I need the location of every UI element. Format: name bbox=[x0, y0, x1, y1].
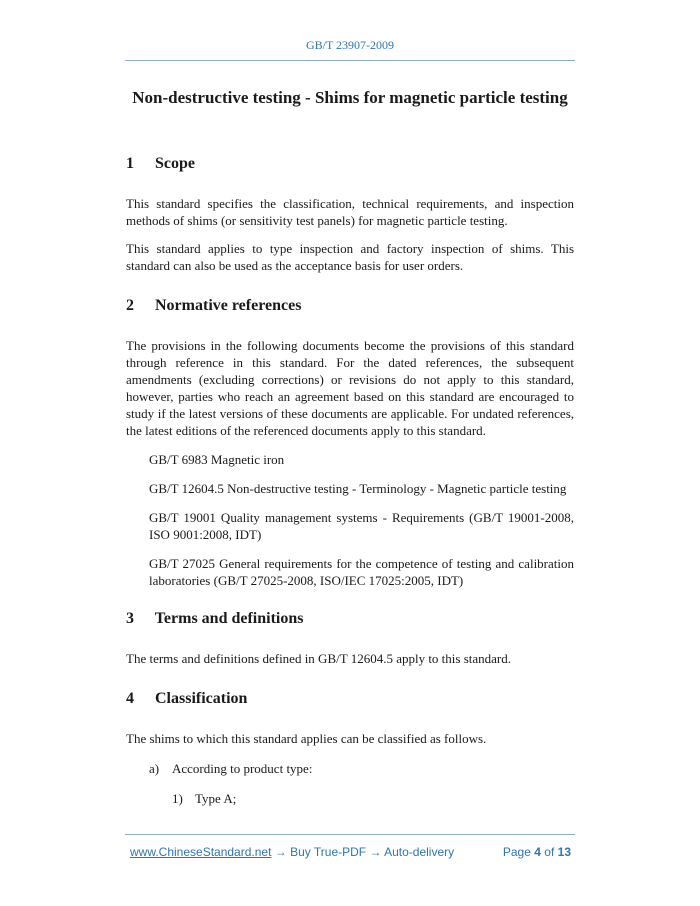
paragraph: This standard specifies the classification, technical requirements, and inspection methods of shims (or sensitivity test panels) for magnetic particle testing. bbox=[126, 196, 574, 228]
website-link[interactable]: www.ChineseStandard.net bbox=[130, 845, 272, 859]
document-title: Non-destructive testing - Shims for magnetic particle testing bbox=[132, 88, 568, 107]
paragraph: The shims to which this standard applies can be classified as follows. bbox=[126, 731, 487, 746]
page-indicator: Page 4 of 13 bbox=[502, 845, 571, 859]
reference-item: GB/T 12604.5 Non-destructive testing - Terminology - Magnetic particle testing bbox=[149, 481, 567, 496]
footer bbox=[130, 845, 571, 859]
paragraph: The terms and definitions defined in GB/T 12604.5 apply to this standard. bbox=[126, 651, 512, 666]
running-header: GB/T 23907-2009 bbox=[305, 38, 395, 52]
footer-divider bbox=[125, 834, 575, 835]
footer-tagline: → Buy True-PDF → Auto-delivery bbox=[271, 845, 455, 859]
list-item: 1) Type A; bbox=[172, 791, 237, 806]
section-heading-scope: 1 Scope bbox=[126, 155, 195, 172]
section-heading-classification: 4 Classification bbox=[126, 690, 248, 707]
reference-item: GB/T 27025 General requirements for the competence of testing and calibration laboratories (GB/T 27025-2008, ISO/IEC 17025:2005, IDT) bbox=[149, 556, 574, 588]
document-body bbox=[126, 154, 574, 807]
reference-item: GB/T 19001 Quality management systems - Requirements (GB/T 19001-2008, ISO 9001:2008, IDT) bbox=[149, 510, 574, 542]
header-divider bbox=[125, 60, 575, 61]
reference-item: GB/T 6983 Magnetic iron bbox=[149, 452, 285, 467]
section-heading-normative-references: 2 Normative references bbox=[126, 297, 302, 314]
section-heading-terms: 3 Terms and definitions bbox=[126, 610, 304, 627]
paragraph: The provisions in the following documents become the provisions of this standard through reference in this standard. For the dated references, the subsequent amendments (excluding corrections) or revisions do not apply to this standard, however, parties who reach an agreement based on this standard are encouraged to study if the latest versions of these documents are applicable. For undated references, the latest editions of the referenced documents apply to this standard. bbox=[126, 338, 574, 438]
list-item: a) According to product type: bbox=[149, 761, 313, 776]
paragraph: This standard applies to type inspection and factory inspection of shims. This standard can also be used as the acceptance basis for user orders. bbox=[126, 241, 574, 273]
